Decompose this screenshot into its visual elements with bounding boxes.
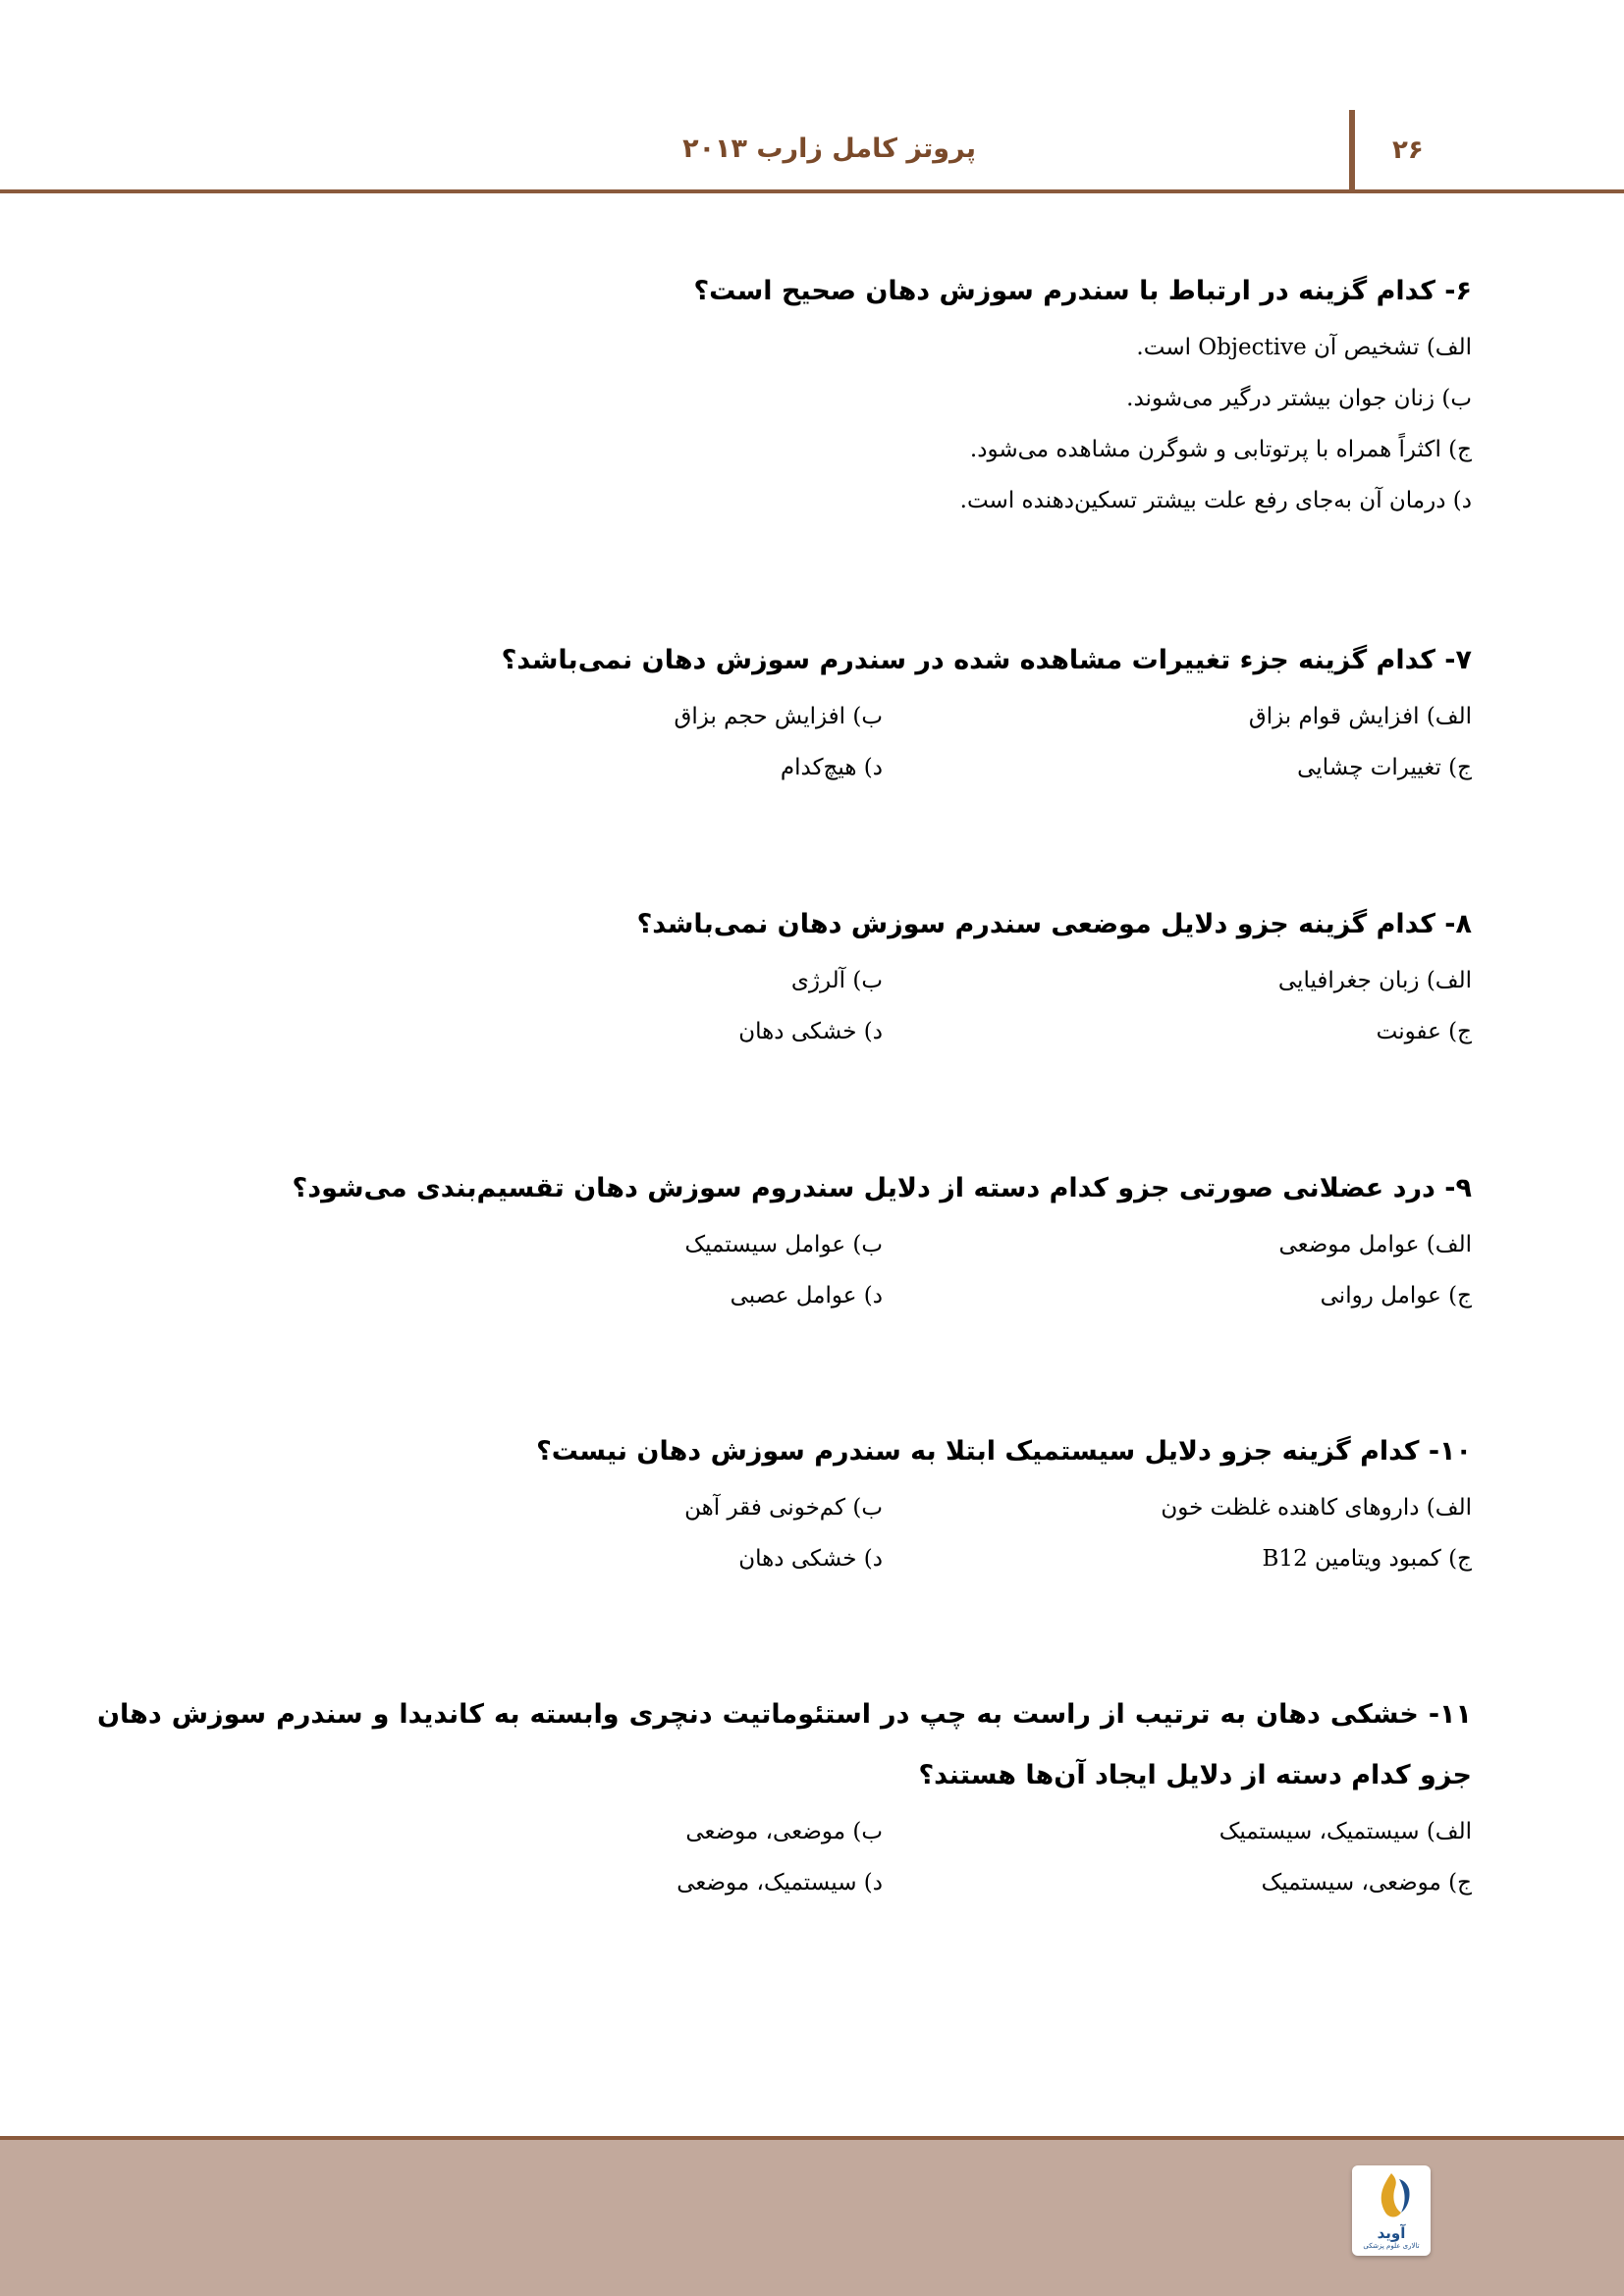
question-8 bbox=[97, 894, 1472, 1057]
question-11-option-c: ج) موضعی، سیستمیک bbox=[1261, 1870, 1472, 1896]
publisher-logo bbox=[1352, 2165, 1431, 2256]
question-11-title: ۱۱- خشکی دهان به ترتیب از راست به چپ در استئوماتیت دنچری وابسته به کاندیدا و سندرم سوزش دهان جزو کدام دسته از دلایل ایجاد آن‌ها هستند؟ bbox=[97, 1699, 1472, 1790]
question-7-option-d: د) هیچ‌کدام bbox=[780, 755, 883, 780]
question-6-option-a: الف) تشخیص آن Objective است. bbox=[1136, 335, 1472, 360]
question-6 bbox=[97, 261, 1472, 526]
logo-wordmark: آوید bbox=[1377, 2224, 1406, 2242]
question-9 bbox=[97, 1158, 1472, 1321]
question-8-title: ۸- کدام گزینه جزو دلایل موضعی سندرم سوزش دهان نمی‌باشد؟ bbox=[636, 909, 1472, 939]
question-7-option-a: الف) افزایش قوام بزاق bbox=[1248, 704, 1472, 729]
header-divider bbox=[1349, 110, 1355, 193]
question-11-option-a: الف) سیستمیک، سیستمیک bbox=[1218, 1819, 1472, 1844]
question-10-title: ۱۰- کدام گزینه جزو دلایل سیستمیک ابتلا به سندرم سوزش دهان نیست؟ bbox=[536, 1436, 1472, 1467]
question-9-option-a: الف) عوامل موضعی bbox=[1278, 1232, 1472, 1257]
question-7-option-c: ج) تغییرات چشایی bbox=[1297, 755, 1472, 780]
question-10 bbox=[97, 1421, 1472, 1584]
header-rule bbox=[0, 189, 1624, 193]
question-6-option-c: ج) اکثراً همراه با پرتوتابی و شوگرن مشاهده می‌شود. bbox=[969, 437, 1472, 462]
flame-logo-icon bbox=[1352, 2165, 1431, 2224]
question-10-option-a: الف) داروهای کاهنده غلظت خون bbox=[1161, 1495, 1472, 1521]
question-11-options bbox=[97, 1806, 1472, 1908]
question-11 bbox=[97, 1684, 1472, 1908]
page-number: ۲۶ bbox=[1392, 135, 1424, 165]
question-11-option-b: ب) موضعی، موضعی bbox=[685, 1819, 883, 1844]
question-7-option-b: ب) افزایش حجم بزاق bbox=[674, 704, 883, 729]
logo-subtitle: تالاری علوم پزشکی bbox=[1363, 2242, 1420, 2250]
question-6-option-d: د) درمان آن به‌جای رفع علت بیشتر تسکین‌دهنده است. bbox=[959, 488, 1472, 513]
question-10-option-b: ب) کم‌خونی فقر آهن bbox=[684, 1495, 883, 1521]
question-9-title: ۹- درد عضلانی صورتی جزو کدام دسته از دلایل سندروم سوزش دهان تقسیم‌بندی می‌شود؟ bbox=[292, 1173, 1472, 1203]
question-8-option-a: الف) زبان جغرافیایی bbox=[1277, 968, 1472, 993]
question-8-option-b: ب) آلرژی bbox=[790, 968, 883, 993]
question-9-option-d: د) عوامل عصبی bbox=[730, 1283, 883, 1308]
question-8-options bbox=[97, 955, 1472, 1057]
question-10-option-c: ج) کمبود ویتامین B12 bbox=[1262, 1546, 1472, 1572]
question-7-options bbox=[97, 691, 1472, 793]
question-9-option-b: ب) عوامل سیستمیک bbox=[684, 1232, 883, 1257]
question-10-option-d: د) خشکی دهان bbox=[738, 1546, 883, 1572]
question-8-option-d: د) خشکی دهان bbox=[738, 1019, 883, 1044]
question-6-option-b: ب) زنان جوان بیشتر درگیر می‌شوند. bbox=[1126, 386, 1472, 411]
running-header-title: پروتز کامل زارب ۲۰۱۳ bbox=[682, 133, 976, 164]
question-6-title: ۶- کدام گزینه در ارتباط با سندرم سوزش دهان صحیح است؟ bbox=[693, 276, 1472, 306]
question-7 bbox=[97, 630, 1472, 793]
question-10-options bbox=[97, 1482, 1472, 1584]
question-9-option-c: ج) عوامل روانی bbox=[1320, 1283, 1472, 1308]
question-7-title: ۷- کدام گزینه جزء تغییرات مشاهده شده در سندرم سوزش دهان نمی‌باشد؟ bbox=[501, 645, 1472, 675]
question-8-option-c: ج) عفونت bbox=[1376, 1019, 1472, 1044]
question-11-option-d: د) سیستمیک، موضعی bbox=[677, 1870, 883, 1896]
question-9-options bbox=[97, 1219, 1472, 1321]
